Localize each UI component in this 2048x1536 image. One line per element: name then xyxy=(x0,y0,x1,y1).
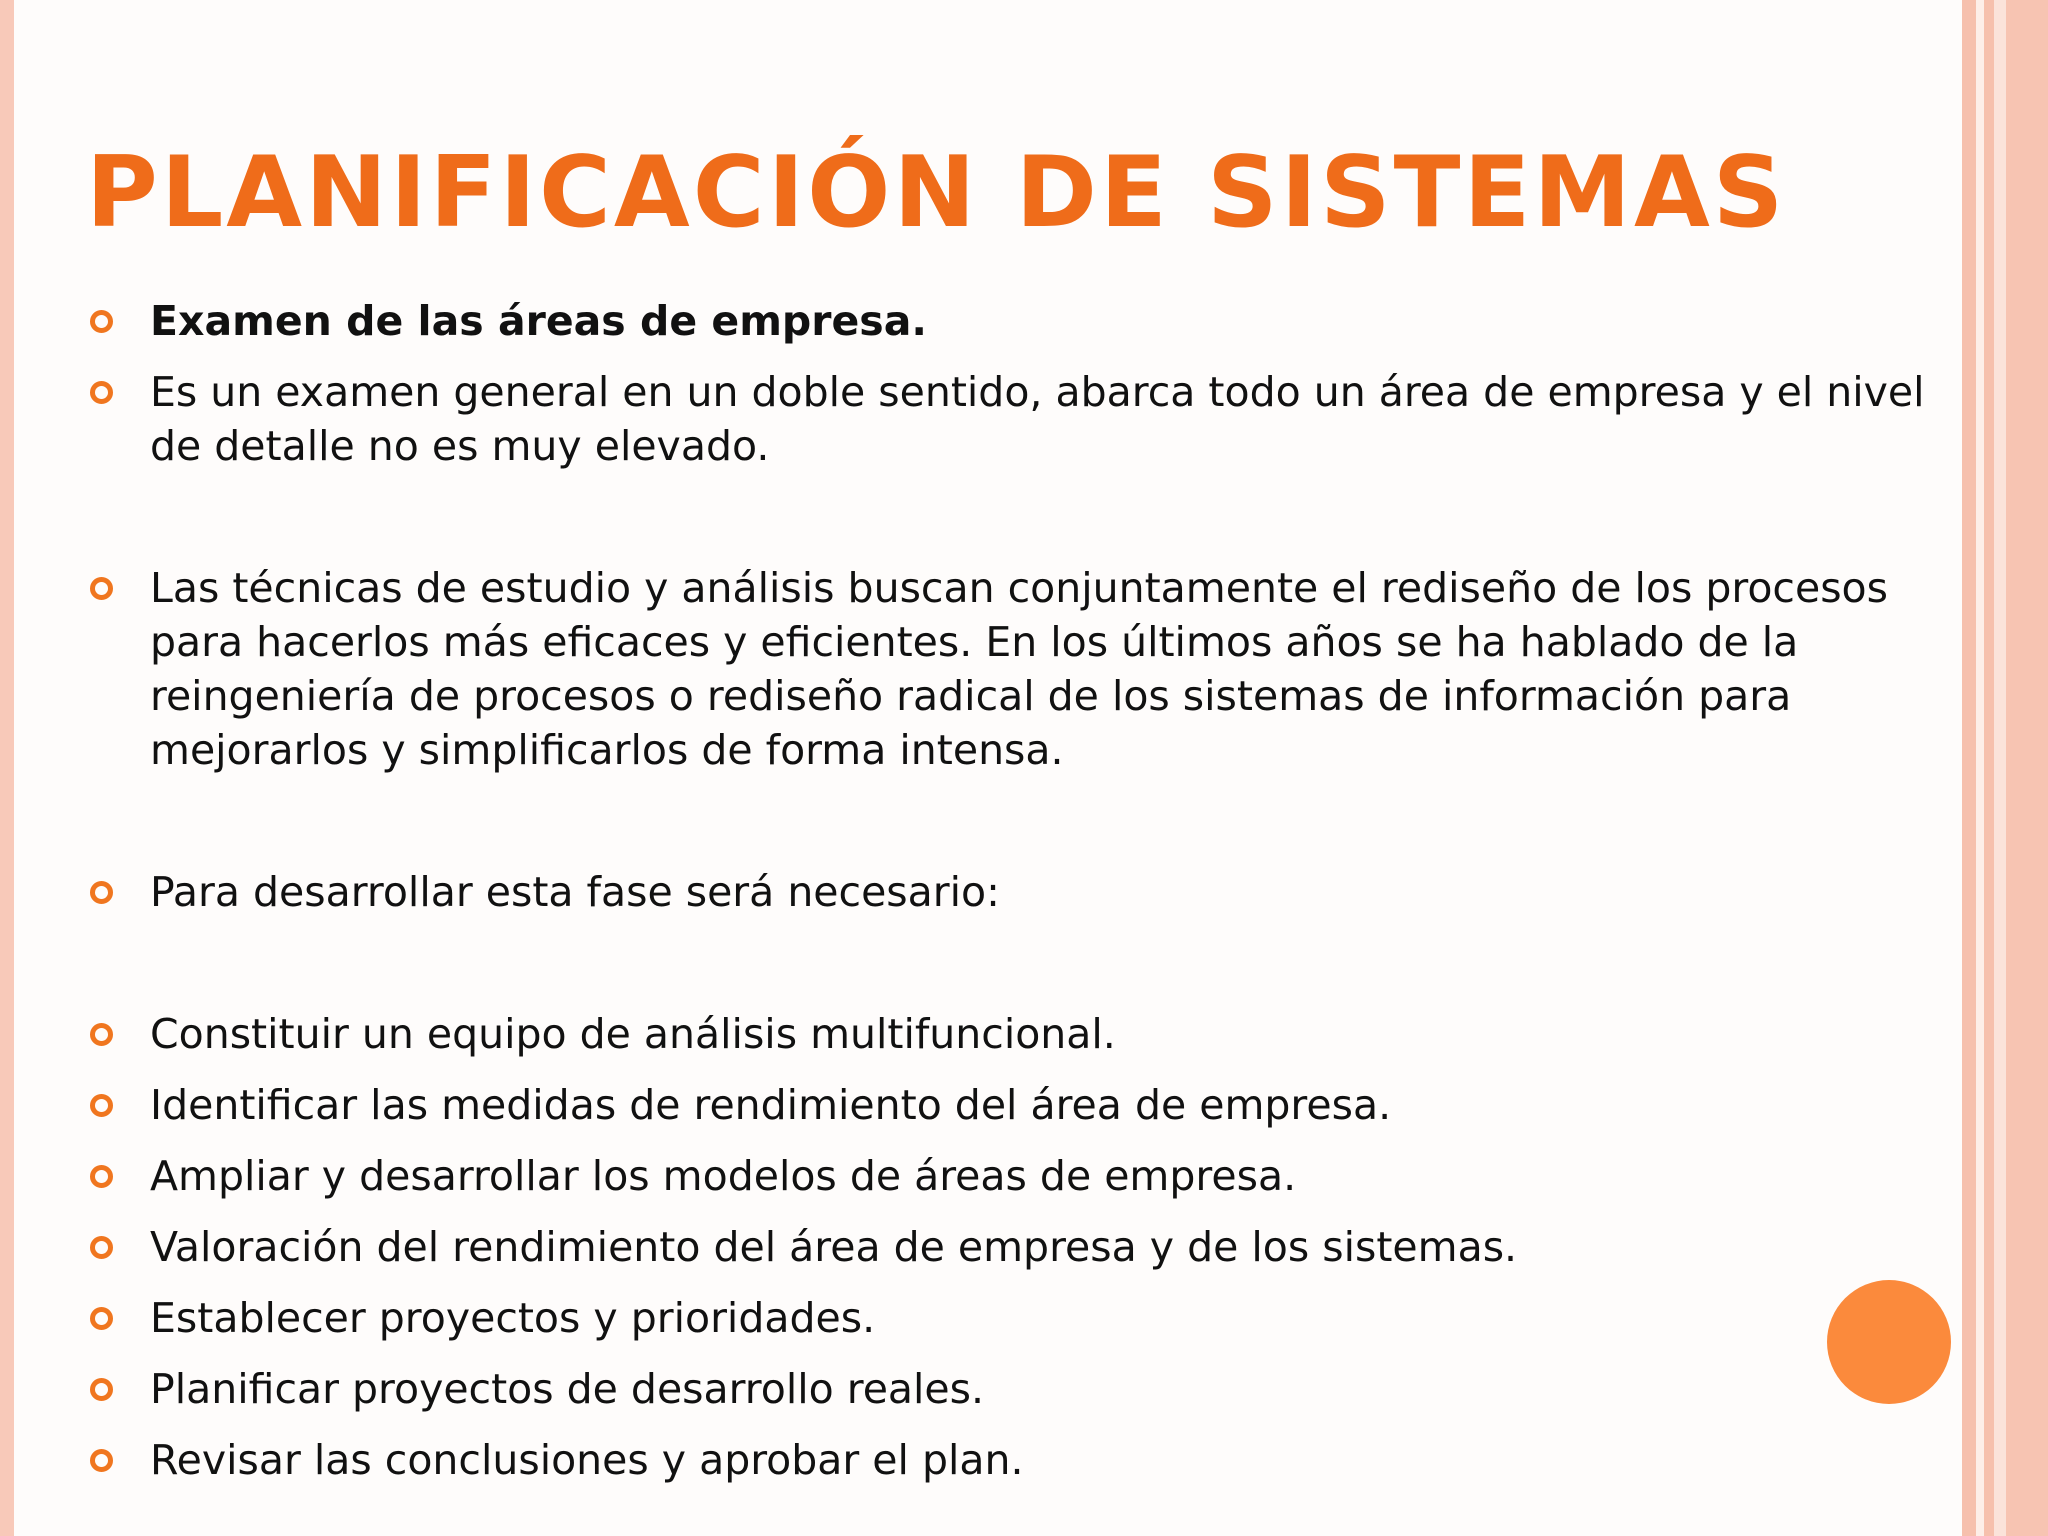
bullet-ring-icon xyxy=(90,1449,113,1472)
list-item xyxy=(86,865,1946,919)
left-border-stripe xyxy=(0,0,14,1536)
list-item-text: Es un examen general en un doble sentido, abarca todo un área de empresa y el nivel de detalle no es muy elevado. xyxy=(150,368,1925,470)
list-item-text: Examen de las áreas de empresa. xyxy=(150,297,927,345)
right-border-stripe xyxy=(2006,0,2048,1536)
right-border-gap xyxy=(1976,0,1984,1536)
list-item-text: Identificar las medidas de rendimiento del área de empresa. xyxy=(150,1081,1392,1129)
bullet-ring-icon xyxy=(90,1378,113,1401)
bullet-ring-icon xyxy=(90,577,113,600)
bullet-ring-icon xyxy=(90,881,113,904)
list-item-text: Planificar proyectos de desarrollo reales. xyxy=(150,1365,985,1413)
slide-title: PLANIFICACIÓN DE SISTEMAS xyxy=(86,136,1787,250)
list-item xyxy=(86,365,1946,473)
list-item-text: Para desarrollar esta fase será necesario: xyxy=(150,868,1000,916)
list-item-text: Constituir un equipo de análisis multifuncional. xyxy=(150,1010,1116,1058)
bullet-ring-icon xyxy=(90,310,113,333)
list-item-text: Valoración del rendimiento del área de empresa y de los sistemas. xyxy=(150,1223,1518,1271)
list-item xyxy=(86,1362,1946,1416)
list-item xyxy=(86,1433,1946,1487)
list-item xyxy=(86,1149,1946,1203)
list-item xyxy=(86,1220,1946,1274)
bullet-ring-icon xyxy=(90,1094,113,1117)
bullet-ring-icon xyxy=(90,1023,113,1046)
bullet-list xyxy=(86,294,1946,1487)
bullet-ring-icon xyxy=(90,1307,113,1330)
right-border-stripe xyxy=(1962,0,1976,1536)
decorative-circle xyxy=(1827,1280,1951,1404)
list-item-text: Establecer proyectos y prioridades. xyxy=(150,1294,876,1342)
list-item-text: Ampliar y desarrollar los modelos de áreas de empresa. xyxy=(150,1152,1297,1200)
list-item-text: Las técnicas de estudio y análisis buscan conjuntamente el rediseño de los procesos para hacerlos más eficaces y eficientes. En los últimos años se ha hablado de la reingeniería de procesos o rediseño radical de los sistemas de información para mejorarlos y simplificarlos de forma intensa. xyxy=(150,564,1888,774)
list-item xyxy=(86,1078,1946,1132)
list-item-text: Revisar las conclusiones y aprobar el plan. xyxy=(150,1436,1024,1484)
bullet-ring-icon xyxy=(90,1236,113,1259)
list-item xyxy=(86,294,1946,348)
right-border-gap xyxy=(1994,0,2006,1536)
list-item xyxy=(86,1007,1946,1061)
list-item xyxy=(86,561,1946,777)
bullet-ring-icon xyxy=(90,1165,113,1188)
bullet-ring-icon xyxy=(90,381,113,404)
list-item xyxy=(86,1291,1946,1345)
right-border-stripe xyxy=(1984,0,1994,1536)
